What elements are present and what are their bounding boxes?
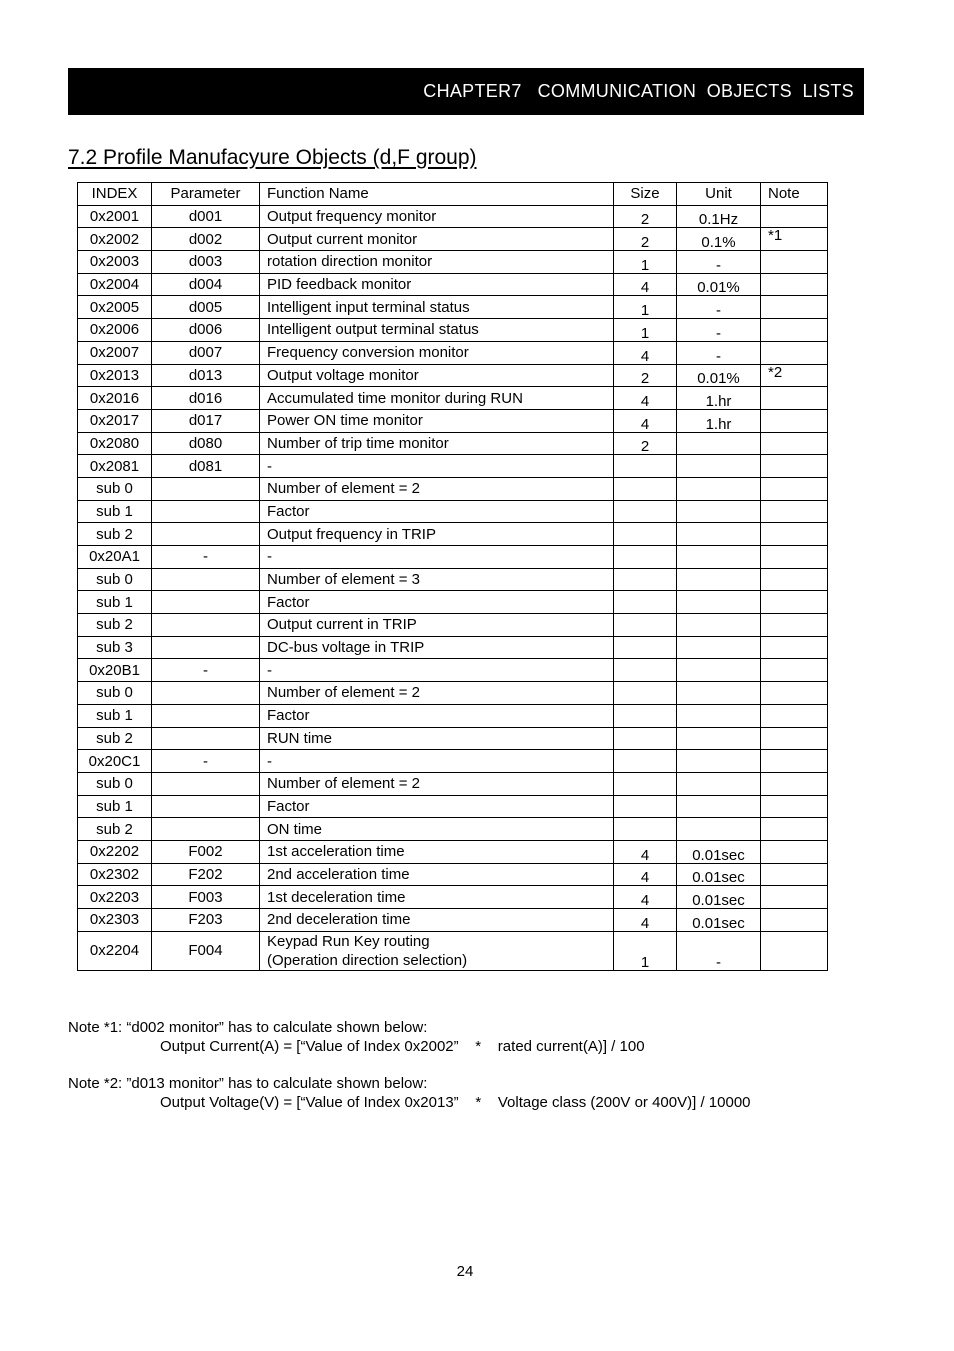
cell-note [761, 614, 828, 637]
cell-unit [677, 500, 761, 523]
cell-function-name: RUN time [260, 727, 614, 750]
cell-index: 0x2016 [78, 387, 152, 410]
cell-size: 1 [614, 319, 677, 342]
cell-note: *2 [761, 364, 828, 387]
cell-parameter: d005 [152, 296, 260, 319]
cell-note [761, 523, 828, 546]
table-row [78, 886, 828, 909]
cell-index: 0x2001 [78, 205, 152, 228]
note-1-formula: Output Current(A) = [“Value of Index 0x2002” * rated current(A)] / 100 [160, 1038, 645, 1055]
cell-function-name: Factor [260, 591, 614, 614]
cell-unit [677, 546, 761, 569]
cell-note [761, 818, 828, 841]
table-row [78, 364, 828, 387]
table-header-row [78, 183, 828, 206]
cell-unit [677, 636, 761, 659]
cell-function-name: Factor [260, 500, 614, 523]
table-row [78, 659, 828, 682]
cell-index: sub 2 [78, 523, 152, 546]
cell-size [614, 523, 677, 546]
objects-table [77, 182, 828, 971]
table-row [78, 909, 828, 932]
cell-function-name: Number of trip time monitor [260, 432, 614, 455]
cell-function-name: 2nd acceleration time [260, 863, 614, 886]
cell-unit: 0.01sec [677, 886, 761, 909]
note-2-heading: Note *2: ”d013 monitor” has to calculate shown below: [68, 1075, 428, 1092]
column-header-index: INDEX [78, 183, 152, 206]
cell-function-name: Output current in TRIP [260, 614, 614, 637]
cell-size [614, 636, 677, 659]
table-row [78, 387, 828, 410]
notes-section [68, 1018, 751, 1130]
cell-parameter [152, 568, 260, 591]
cell-index: 0x2007 [78, 341, 152, 364]
cell-note [761, 840, 828, 863]
cell-function-name: ON time [260, 818, 614, 841]
cell-size: 2 [614, 228, 677, 251]
table-row [78, 636, 828, 659]
table-row [78, 500, 828, 523]
cell-note [761, 682, 828, 705]
cell-size: 2 [614, 432, 677, 455]
cell-index: 0x2303 [78, 909, 152, 932]
cell-unit [677, 477, 761, 500]
cell-function-name: - [260, 659, 614, 682]
note-1 [68, 1018, 751, 1056]
cell-unit [677, 682, 761, 705]
cell-index: sub 1 [78, 591, 152, 614]
chapter-title: CHAPTER7 COMMUNICATION OBJECTS LISTS [423, 81, 854, 101]
cell-note [761, 273, 828, 296]
cell-unit [677, 772, 761, 795]
cell-note [761, 909, 828, 932]
cell-index: sub 0 [78, 477, 152, 500]
cell-unit: 0.01sec [677, 840, 761, 863]
column-header-unit: Unit [677, 183, 761, 206]
note-2 [68, 1074, 751, 1112]
cell-index: sub 2 [78, 727, 152, 750]
cell-unit [677, 614, 761, 637]
cell-size: 1 [614, 296, 677, 319]
cell-note [761, 251, 828, 274]
table-row [78, 205, 828, 228]
cell-size [614, 772, 677, 795]
cell-index: 0x2003 [78, 251, 152, 274]
cell-parameter: - [152, 750, 260, 773]
cell-function-name: PID feedback monitor [260, 273, 614, 296]
table-row [78, 251, 828, 274]
cell-note [761, 863, 828, 886]
cell-parameter [152, 591, 260, 614]
cell-index: 0x2006 [78, 319, 152, 342]
cell-function-name: Number of element = 2 [260, 477, 614, 500]
cell-size [614, 591, 677, 614]
cell-note [761, 319, 828, 342]
cell-parameter [152, 636, 260, 659]
cell-unit: - [677, 341, 761, 364]
table-row [78, 614, 828, 637]
cell-function-name [260, 931, 614, 970]
function-name-line: (Operation direction selection) [267, 951, 468, 969]
cell-size: 1 [614, 931, 677, 970]
cell-size: 4 [614, 273, 677, 296]
cell-unit: - [677, 251, 761, 274]
cell-size: 2 [614, 364, 677, 387]
cell-function-name: Number of element = 2 [260, 682, 614, 705]
cell-size [614, 546, 677, 569]
cell-function-name: Frequency conversion monitor [260, 341, 614, 364]
table-row [78, 546, 828, 569]
cell-note [761, 477, 828, 500]
cell-unit: 0.01% [677, 364, 761, 387]
note-2-formula: Output Voltage(V) = [“Value of Index 0x2013” * Voltage class (200V or 400V)] / 10000 [160, 1094, 751, 1111]
cell-parameter: d080 [152, 432, 260, 455]
cell-unit: - [677, 296, 761, 319]
cell-unit [677, 659, 761, 682]
cell-unit [677, 704, 761, 727]
function-name-line: Keypad Run Key routing [267, 932, 430, 950]
cell-size: 4 [614, 341, 677, 364]
cell-index: sub 2 [78, 614, 152, 637]
cell-note [761, 795, 828, 818]
cell-unit [677, 795, 761, 818]
cell-function-name: - [260, 455, 614, 478]
cell-parameter: d006 [152, 319, 260, 342]
cell-size [614, 659, 677, 682]
cell-function-name: Factor [260, 704, 614, 727]
cell-index: sub 1 [78, 795, 152, 818]
cell-parameter: F004 [152, 931, 260, 970]
cell-unit: - [677, 319, 761, 342]
cell-index: 0x2080 [78, 432, 152, 455]
cell-unit [677, 568, 761, 591]
cell-note [761, 455, 828, 478]
cell-unit: 0.01% [677, 273, 761, 296]
cell-size: 4 [614, 840, 677, 863]
table-row [78, 523, 828, 546]
cell-parameter [152, 727, 260, 750]
cell-parameter [152, 795, 260, 818]
cell-function-name: rotation direction monitor [260, 251, 614, 274]
cell-function-name: 1st deceleration time [260, 886, 614, 909]
cell-function-name: - [260, 750, 614, 773]
cell-parameter [152, 704, 260, 727]
cell-parameter: d013 [152, 364, 260, 387]
cell-size: 1 [614, 251, 677, 274]
cell-note [761, 750, 828, 773]
note-1-heading: Note *1: “d002 monitor” has to calculate shown below: [68, 1019, 428, 1036]
table-row [78, 704, 828, 727]
cell-function-name: 1st acceleration time [260, 840, 614, 863]
cell-index: 0x2005 [78, 296, 152, 319]
table-row [78, 818, 828, 841]
cell-note: *1 [761, 228, 828, 251]
cell-note [761, 886, 828, 909]
table-row [78, 591, 828, 614]
cell-index: sub 1 [78, 704, 152, 727]
cell-note [761, 727, 828, 750]
table-row [78, 931, 828, 970]
cell-parameter: - [152, 659, 260, 682]
cell-parameter [152, 614, 260, 637]
cell-function-name: Output current monitor [260, 228, 614, 251]
cell-parameter [152, 772, 260, 795]
table-row [78, 750, 828, 773]
cell-size: 4 [614, 409, 677, 432]
cell-note [761, 772, 828, 795]
cell-note [761, 591, 828, 614]
cell-parameter: d016 [152, 387, 260, 410]
cell-index: 0x2013 [78, 364, 152, 387]
cell-size [614, 727, 677, 750]
cell-index: 0x2202 [78, 840, 152, 863]
table-row [78, 863, 828, 886]
cell-note [761, 931, 828, 970]
cell-size: 4 [614, 886, 677, 909]
cell-unit: 1.hr [677, 409, 761, 432]
cell-size [614, 477, 677, 500]
cell-note [761, 409, 828, 432]
table-row [78, 477, 828, 500]
cell-function-name: Output frequency monitor [260, 205, 614, 228]
cell-index: 0x2204 [78, 931, 152, 970]
cell-unit [677, 523, 761, 546]
table-row [78, 409, 828, 432]
section-title: 7.2 Profile Manufacyure Objects (d,F group) [68, 146, 477, 169]
cell-index: 0x2017 [78, 409, 152, 432]
cell-index: sub 0 [78, 772, 152, 795]
chapter-header-bar [68, 68, 864, 115]
cell-index: 0x2081 [78, 455, 152, 478]
cell-parameter [152, 682, 260, 705]
cell-function-name: Accumulated time monitor during RUN [260, 387, 614, 410]
cell-size: 4 [614, 863, 677, 886]
cell-parameter: d003 [152, 251, 260, 274]
cell-index: 0x2203 [78, 886, 152, 909]
cell-note [761, 500, 828, 523]
cell-note [761, 704, 828, 727]
cell-function-name: Power ON time monitor [260, 409, 614, 432]
cell-unit [677, 818, 761, 841]
cell-size [614, 455, 677, 478]
cell-parameter [152, 818, 260, 841]
cell-note [761, 432, 828, 455]
cell-index: sub 1 [78, 500, 152, 523]
cell-unit: 0.01sec [677, 863, 761, 886]
cell-parameter: F202 [152, 863, 260, 886]
cell-parameter: d004 [152, 273, 260, 296]
cell-parameter: d017 [152, 409, 260, 432]
column-header-function-name: Function Name [260, 183, 614, 206]
cell-size [614, 614, 677, 637]
column-header-note: Note [761, 183, 828, 206]
cell-size: 4 [614, 909, 677, 932]
cell-size [614, 795, 677, 818]
cell-index: sub 0 [78, 568, 152, 591]
cell-parameter: F003 [152, 886, 260, 909]
cell-note [761, 387, 828, 410]
cell-index: 0x2004 [78, 273, 152, 296]
cell-size [614, 704, 677, 727]
cell-size [614, 682, 677, 705]
table-row [78, 568, 828, 591]
cell-note [761, 659, 828, 682]
table-row [78, 772, 828, 795]
cell-size [614, 568, 677, 591]
table-row [78, 840, 828, 863]
cell-parameter: d081 [152, 455, 260, 478]
table-row [78, 432, 828, 455]
cell-size [614, 818, 677, 841]
cell-index: sub 0 [78, 682, 152, 705]
page-number: 24 [456, 1263, 474, 1280]
cell-size [614, 500, 677, 523]
cell-function-name: Output voltage monitor [260, 364, 614, 387]
cell-unit [677, 455, 761, 478]
cell-parameter: d001 [152, 205, 260, 228]
table-row [78, 682, 828, 705]
table-row [78, 228, 828, 251]
cell-function-name: Output frequency in TRIP [260, 523, 614, 546]
cell-parameter: d007 [152, 341, 260, 364]
table-row [78, 341, 828, 364]
column-header-parameter: Parameter [152, 183, 260, 206]
cell-unit: 0.1% [677, 228, 761, 251]
cell-unit: 1.hr [677, 387, 761, 410]
cell-index: sub 2 [78, 818, 152, 841]
cell-size: 2 [614, 205, 677, 228]
cell-size: 4 [614, 387, 677, 410]
table-body [78, 205, 828, 970]
cell-note [761, 568, 828, 591]
cell-index: 0x20B1 [78, 659, 152, 682]
table-row [78, 455, 828, 478]
cell-unit: 0.1Hz [677, 205, 761, 228]
table-row [78, 795, 828, 818]
cell-unit [677, 750, 761, 773]
table-row [78, 727, 828, 750]
cell-index: sub 3 [78, 636, 152, 659]
cell-function-name: Number of element = 2 [260, 772, 614, 795]
cell-function-name: DC-bus voltage in TRIP [260, 636, 614, 659]
cell-function-name: Number of element = 3 [260, 568, 614, 591]
cell-unit: - [677, 931, 761, 970]
cell-function-name: 2nd deceleration time [260, 909, 614, 932]
cell-parameter [152, 523, 260, 546]
cell-parameter [152, 477, 260, 500]
cell-note [761, 636, 828, 659]
cell-unit [677, 591, 761, 614]
cell-note [761, 296, 828, 319]
cell-unit [677, 432, 761, 455]
cell-parameter: - [152, 546, 260, 569]
cell-index: 0x20C1 [78, 750, 152, 773]
cell-index: 0x2302 [78, 863, 152, 886]
table-row [78, 296, 828, 319]
cell-parameter: F002 [152, 840, 260, 863]
cell-function-name: - [260, 546, 614, 569]
cell-unit: 0.01sec [677, 909, 761, 932]
cell-function-name: Intelligent output terminal status [260, 319, 614, 342]
cell-note [761, 205, 828, 228]
cell-parameter: d002 [152, 228, 260, 251]
column-header-size: Size [614, 183, 677, 206]
cell-parameter [152, 500, 260, 523]
cell-function-name: Intelligent input terminal status [260, 296, 614, 319]
cell-unit [677, 727, 761, 750]
cell-note [761, 341, 828, 364]
cell-size [614, 750, 677, 773]
cell-parameter: F203 [152, 909, 260, 932]
cell-note [761, 546, 828, 569]
cell-index: 0x20A1 [78, 546, 152, 569]
cell-index: 0x2002 [78, 228, 152, 251]
table-row [78, 273, 828, 296]
cell-function-name: Factor [260, 795, 614, 818]
table-row [78, 319, 828, 342]
